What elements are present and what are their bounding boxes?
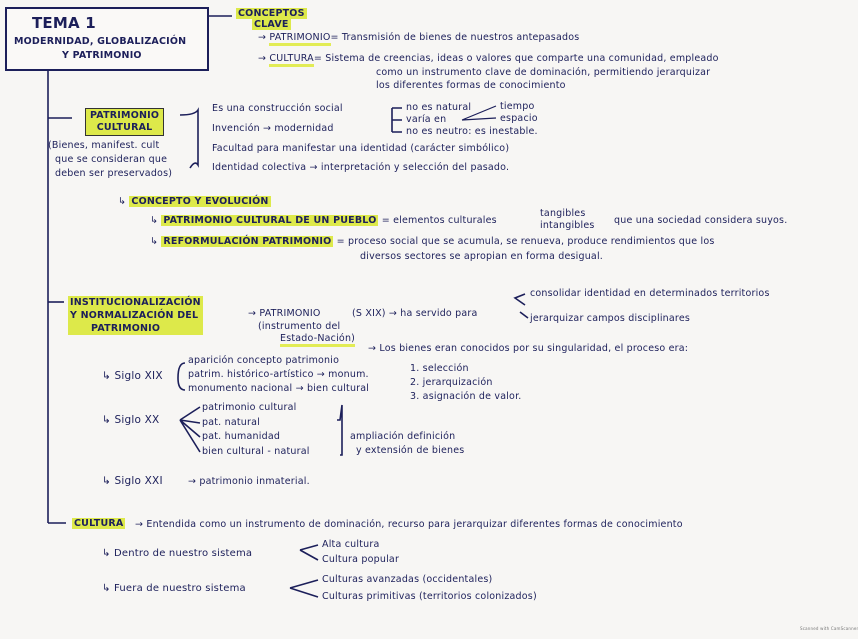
title-line2: MODERNIDAD, GLOBALIZACIÓN	[14, 36, 187, 47]
servido-1: consolidar identidad en determinados territorios	[530, 288, 770, 299]
title-line3: Y PATRIMONIO	[62, 50, 142, 61]
servido-2: jerarquizar campos disciplinares	[530, 313, 691, 324]
concepto-intangibles: intangibles	[540, 220, 595, 231]
siglo-xix-servido: (S XIX) → ha servido para	[352, 308, 478, 319]
conceptos-heading2: CLAVE	[254, 19, 289, 30]
alta-cultura: Alta cultura	[322, 539, 380, 550]
concepto-line-2: ↳ REFORMULACIÓN PATRIMONIO = proceso social que se acumula, se renueva, produce rendimientos que los	[150, 236, 715, 247]
siglo-xx-label: ↳ Siglo XX	[102, 414, 160, 426]
dentro-sistema: ↳ Dentro de nuestro sistema	[102, 548, 253, 559]
patrimonio-item-1: Es una construcción social	[212, 103, 343, 114]
patrimonio-arrow: → PATRIMONIO	[248, 308, 321, 319]
siglo-xix-label: ↳ Siglo XIX	[102, 370, 163, 382]
siglo-xxi-label: ↳ Siglo XXI	[102, 475, 163, 487]
patrimonio-sub-3: no es neutro: es inestable.	[406, 126, 538, 137]
institucionalizacion-heading: INSTITUCIONALIZACIÓN Y NORMALIZACIÓN DEL PATRIMONIO	[70, 297, 201, 334]
instrumento-line-1: (instrumento del	[258, 321, 341, 332]
camscanner-watermark: Scanned with CamScanner	[800, 626, 858, 631]
patrimonio-note-1: (Bienes, manifest. cult	[48, 140, 160, 151]
title-line1: TEMA 1	[32, 14, 96, 32]
siglo-xxi-item: → patrimonio inmaterial.	[188, 476, 310, 487]
concepto-heading: ↳ CONCEPTO Y EVOLUCIÓN	[118, 196, 269, 207]
patrimonio-sub-2a: tiempo	[500, 101, 535, 112]
concepto-line-2-cont: diversos sectores se apropian en forma desigual.	[360, 251, 604, 262]
conceptos-heading1: CONCEPTOS	[238, 8, 305, 19]
instrumento-line-2: Estado-Nación)	[280, 333, 355, 344]
patrimonio-note-3: deben ser preservados)	[55, 168, 173, 179]
cultura-popular: Cultura popular	[322, 554, 400, 565]
culturas-avanzadas: Culturas avanzadas (occidentales)	[322, 574, 493, 585]
siglo-xx-item-4: bien cultural - natural	[202, 446, 310, 457]
siglo-xix-item-1: aparición concepto patrimonio	[188, 355, 340, 366]
proceso-3: 3. asignación de valor.	[410, 391, 522, 402]
cultura-definition-2: como un instrumento clave de dominación, permitiendo jerarquizar	[376, 67, 711, 78]
ampliacion-2: y extensión de bienes	[356, 445, 465, 456]
patrimonio-sub-2: varía en	[406, 114, 447, 125]
patrimonio-definition: → PATRIMONIO= Transmisión de bienes de nuestros antepasados	[258, 32, 579, 43]
concepto-line-1: ↳ PATRIMONIO CULTURAL DE UN PUEBLO = elementos culturales	[150, 215, 497, 226]
cultura-definition-3: los diferentes formas de conocimiento	[376, 80, 566, 91]
cultura-definition-1: → CULTURA= Sistema de creencias, ideas o valores que comparte una comunidad, empleado	[258, 53, 719, 64]
cultura-definition: → Entendida como un instrumento de dominación, recurso para jerarquizar diferentes formas de conocimiento	[135, 519, 683, 530]
culturas-primitivas: Culturas primitivas (territorios colonizados)	[322, 591, 537, 602]
ampliacion-1: ampliación definición	[350, 431, 456, 442]
concepto-line-1-end: que una sociedad considera suyos.	[614, 215, 788, 226]
cultura-heading: CULTURA	[74, 518, 124, 529]
patrimonio-sub-2b: espacio	[500, 113, 538, 124]
siglo-xix-item-2: patrim. histórico-artístico → monum.	[188, 369, 369, 380]
siglo-xx-item-3: pat. humanidad	[202, 431, 281, 442]
patrimonio-cultural-heading: PATRIMONIO CULTURAL	[85, 108, 164, 136]
siglo-xx-item-1: patrimonio cultural	[202, 402, 297, 413]
patrimonio-item-3: Facultad para manifestar una identidad (carácter simbólico)	[212, 143, 510, 154]
patrimonio-item-4: Identidad colectiva → interpretación y selección del pasado.	[212, 162, 510, 173]
bienes-proceso: → Los bienes eran conocidos por su singularidad, el proceso era:	[368, 343, 689, 354]
fuera-sistema: ↳ Fuera de nuestro sistema	[102, 583, 246, 594]
siglo-xix-item-3: monumento nacional → bien cultural	[188, 383, 370, 394]
patrimonio-note-2: que se consideran que	[55, 154, 168, 165]
siglo-xx-item-2: pat. natural	[202, 417, 260, 428]
concepto-tangibles: tangibles	[540, 208, 586, 219]
patrimonio-sub-1: no es natural	[406, 102, 472, 113]
patrimonio-item-2: Invención → modernidad	[212, 123, 334, 134]
proceso-1: 1. selección	[410, 363, 469, 374]
proceso-2: 2. jerarquización	[410, 377, 493, 388]
